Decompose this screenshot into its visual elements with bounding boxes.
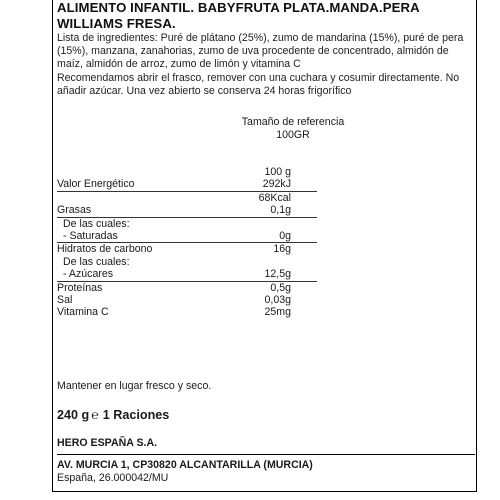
nutrient-value: 0g	[279, 229, 291, 242]
nutrient-value: 68Kcal	[258, 191, 291, 204]
nutrient-name: - Azúcares	[63, 268, 114, 281]
nutrient-value: 16g	[273, 243, 291, 256]
company-info	[57, 437, 475, 486]
estimated-sign-icon: ℮	[91, 408, 99, 422]
nutrient-name: Proteínas	[57, 281, 103, 294]
storage-instructions: Mantener en lugar fresco y seco.	[57, 380, 212, 392]
nutrition-row	[57, 256, 317, 268]
nutrition-row	[57, 178, 317, 191]
nutrition-per: 100 g	[264, 166, 291, 178]
nutrition-row	[57, 282, 317, 294]
nutrient-value: 0,1g	[270, 204, 291, 217]
net-weight	[57, 408, 169, 422]
nutrient-value: 0,5g	[270, 281, 291, 294]
nutrient-name: Hidratos de carbono	[57, 243, 153, 256]
ingredients-list: Lista de ingredientes: Puré de plátano (25%), zumo de mandarina (15%), puré de pera (15%), manzana, zanahorias, zumo de uva procedente de concentrado, almidón de maíz, almidón de arroz, zumo de limón y vitamina C	[57, 32, 464, 71]
portions: 1 Raciones	[102, 408, 170, 422]
nutrient-value: 0,03g	[264, 293, 291, 306]
nutrient-value: 25mg	[264, 306, 291, 319]
nutrient-name: De las cuales:	[63, 255, 130, 268]
nutrition-table	[57, 166, 317, 319]
reference-size-label: Tamaño de referencia	[241, 116, 345, 128]
nutrient-name: Sal	[57, 293, 73, 306]
nutrition-row	[57, 204, 317, 217]
nutrient-value: 12,5g	[264, 268, 291, 281]
nutrition-row	[57, 192, 317, 204]
nutrition-row	[57, 218, 317, 230]
nutrient-name: Valor Energético	[57, 178, 135, 191]
product-title-line-1: ALIMENTO INFANTIL. BABYFRUTA PLATA.MANDA.PERA	[57, 0, 420, 15]
nutrition-row	[57, 294, 317, 306]
product-title	[57, 0, 420, 32]
product-title-line-2: WILLIAMS FRESA.	[57, 16, 176, 31]
nutrient-name: De las cuales:	[63, 217, 130, 230]
nutrition-per-header	[57, 166, 317, 178]
reference-size-amount: 100GR	[276, 129, 310, 141]
nutrient-name: Grasas	[57, 204, 92, 217]
reference-size	[213, 116, 373, 142]
company-address: AV. MURCIA 1, CP30820 ALCANTARILLA (MURCIA)	[57, 454, 475, 472]
nutrition-row	[57, 306, 317, 318]
net-weight-amount: 240 g	[57, 408, 90, 422]
usage-recommendation: Recomendamos abrir el frasco, remover con una cuchara y cosumir directamente. No añadir azúcar. Una vez abierto se conserva 24 horas frigorífico	[57, 71, 460, 97]
company-name: HERO ESPAÑA S.A.	[57, 437, 158, 449]
company-registry: España, 26.000042/MU	[57, 472, 169, 485]
product-label	[52, 0, 477, 492]
ingredients-section	[57, 32, 475, 98]
nutrition-row	[57, 243, 317, 255]
nutrient-value: 292kJ	[262, 178, 291, 191]
nutrition-row	[57, 268, 317, 281]
nutrition-row	[57, 230, 317, 243]
nutrient-name: - Saturadas	[63, 229, 118, 242]
nutrient-name: Vitamina C	[57, 306, 109, 319]
